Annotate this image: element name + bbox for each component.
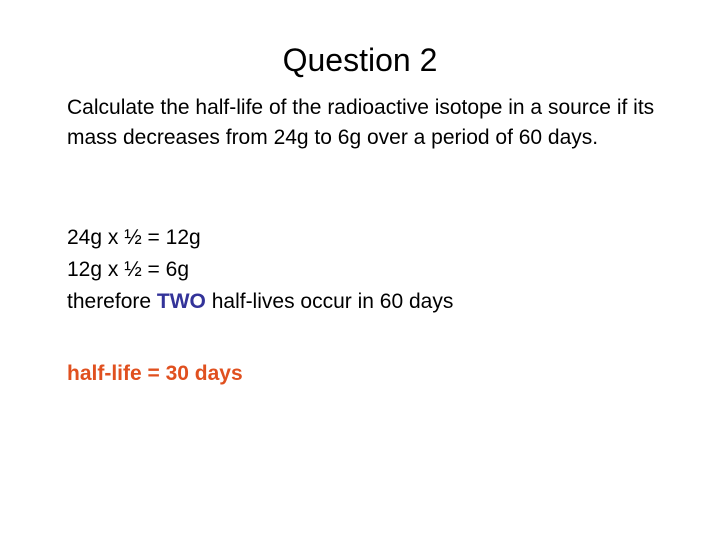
- question-text: Calculate the half-life of the radioactive isotope in a source if its mass decreases from 24g to 6g over a period of 60 days.: [67, 96, 655, 149]
- working-step-2: 12g x ½ = 6g: [67, 258, 190, 281]
- working-step-1: 24g x ½ = 12g: [67, 226, 201, 249]
- conclusion-prefix: therefore: [67, 290, 157, 313]
- working-conclusion: [67, 286, 453, 318]
- answer-text: half-life = 30 days: [67, 362, 243, 385]
- slide-title: Question 2: [282, 42, 438, 78]
- conclusion-suffix: half-lives occur in 60 days: [205, 290, 454, 313]
- conclusion-emphasis: TWO: [156, 290, 206, 313]
- working-steps: [67, 222, 453, 318]
- question-body: [67, 93, 667, 153]
